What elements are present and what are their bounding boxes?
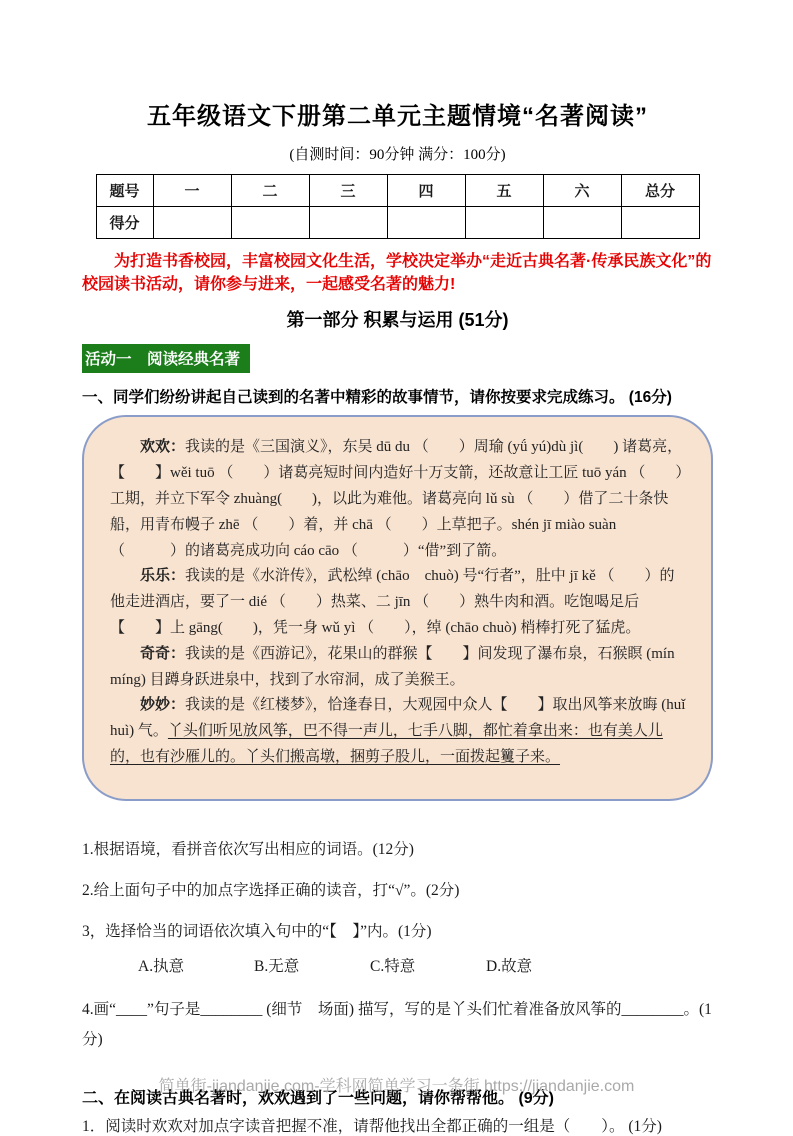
- score-cell: [543, 207, 621, 239]
- score-table-header-row: [96, 175, 699, 207]
- score-header-cell: 总分: [621, 175, 699, 207]
- score-header-cell: 二: [231, 175, 309, 207]
- speaker-label: 乐乐：: [140, 568, 186, 585]
- intro-notice: 为打造书香校园，丰富校园文化生活，学校决定举办“走近古典名著·传承民族文化”的校园读书活动，请你参与进来，一起感受名著的魅力!: [82, 253, 712, 293]
- reading-passage-box: [82, 415, 713, 800]
- section-two-heading: 二、在阅读古典名著时，欢欢遇到了一些问题，请你帮帮他。 (9分): [82, 1090, 555, 1108]
- score-header-cell: 四: [387, 175, 465, 207]
- score-header-cell: 六: [543, 175, 621, 207]
- score-cell: [387, 207, 465, 239]
- option-c: C.特意: [370, 957, 416, 975]
- speaker-label: 妙妙：: [140, 697, 186, 714]
- score-cell: [621, 207, 699, 239]
- score-cell: [153, 207, 231, 239]
- score-row-label: 得分: [96, 207, 153, 239]
- page-subtitle: (自测时间：90分钟 满分：100分): [289, 147, 506, 163]
- story-text: 我读的是《三国演义》，东吴 dū du （ ）周瑜 (yǘ yú)dù jì( ) 诸葛亮，【 】wěi tuō （ ）诸葛亮短时间内造好十万支箭，还故意让工匠 tuō yán （ ）工期，并立下军令 zhuàng( )，以此为难他。诸葛亮向 lǔ sù （ ）借了二十条快船，用青布幔子 zhē （ ）着，并 chā （ ）上草把子。shén jī miào suàn （ ）的诸葛亮成功向 cáo cāo （ ）“借”到了箭。: [110, 439, 683, 559]
- question3-options: [138, 954, 713, 976]
- sub-question-2: 2.给上面句子中的加点字选择正确的读音，打“√”。(2分): [82, 881, 460, 899]
- option-b: B.无意: [254, 957, 300, 975]
- score-header-cell: 五: [465, 175, 543, 207]
- score-table: [96, 174, 700, 239]
- question-one-heading: 一、同学们纷纷讲起自己读到的名著中精彩的故事情节，请你按要求完成练习。 (16分): [82, 389, 672, 407]
- option-a: A.执意: [138, 957, 185, 975]
- option-d: D.故意: [486, 957, 533, 975]
- story-paragraph-lele: [110, 564, 687, 641]
- score-cell: [231, 207, 309, 239]
- story-text: 我读的是《水浒传》，武松绰 (chāo chuò) 号“行者”，肚中 jī kě （ ）的他走进酒店，要了一 dié （ ）热菜、二 jīn （ ）熟牛肉和酒。吃饱喝足后【 】上 gāng( )，凭一身 wǔ yì （ ），绰 (chāo chuò) 梢棒打死了猛虎。: [110, 568, 675, 637]
- score-header-cell: 三: [309, 175, 387, 207]
- part1-heading: 第一部分 积累与运用 (51分): [286, 310, 509, 331]
- score-header-cell: 题号: [96, 175, 153, 207]
- section-two-item-1: 1．阅读时欢欢对加点字读音把握不准，请帮他找出全都正确的一组是（ ）。 (1分): [82, 1118, 662, 1136]
- story-paragraph-miaomiao: [110, 693, 687, 770]
- score-table-score-row: [96, 207, 699, 239]
- score-cell: [309, 207, 387, 239]
- sub-question-4: 4.画“____”句子是________ (细节 场面) 描写，写的是丫头们忙着准备放风筝的________。(1分): [82, 1000, 712, 1049]
- story-paragraph-huanhuan: [110, 435, 687, 564]
- page-title: 五年级语文下册第二单元主题情境“名著阅读”: [147, 103, 648, 130]
- underlined-sentence: 丫头们听见放风筝，巴不得一声儿，七手八脚，都忙着拿出来：也有美人儿的，也有沙雁儿的。丫头们搬高墩，捆剪子股儿，一面拨起籰子来。: [110, 723, 663, 765]
- score-cell: [465, 207, 543, 239]
- story-paragraph-qiqi: [110, 642, 687, 694]
- score-header-cell: 一: [153, 175, 231, 207]
- story-text: 我读的是《西游记》，花果山的群猴【 】间发现了瀑布泉，石猴瞑 (mín míng) 目蹲身跃进泉中，找到了水帘洞，成了美猴王。: [110, 645, 675, 688]
- sub-question-3: 3，选择恰当的词语依次填入句中的“【 】”内。(1分): [82, 922, 432, 940]
- activity-banner: 活动一 阅读经典名著: [82, 344, 250, 373]
- sub-question-1: 1.根据语境，看拼音依次写出相应的词语。(12分): [82, 840, 414, 858]
- story-text: 我读的是《红楼梦》，恰逢春日，大观园中众人【 】取出风筝来放晦 (huǐ huì) 气。: [110, 697, 686, 740]
- speaker-label: 奇奇：: [140, 645, 186, 662]
- footer-watermark: 简单街-jiandanjie.com-学科网简单学习一条街 https://jiandanjie.com: [158, 1078, 635, 1095]
- speaker-label: 欢欢：: [140, 439, 186, 456]
